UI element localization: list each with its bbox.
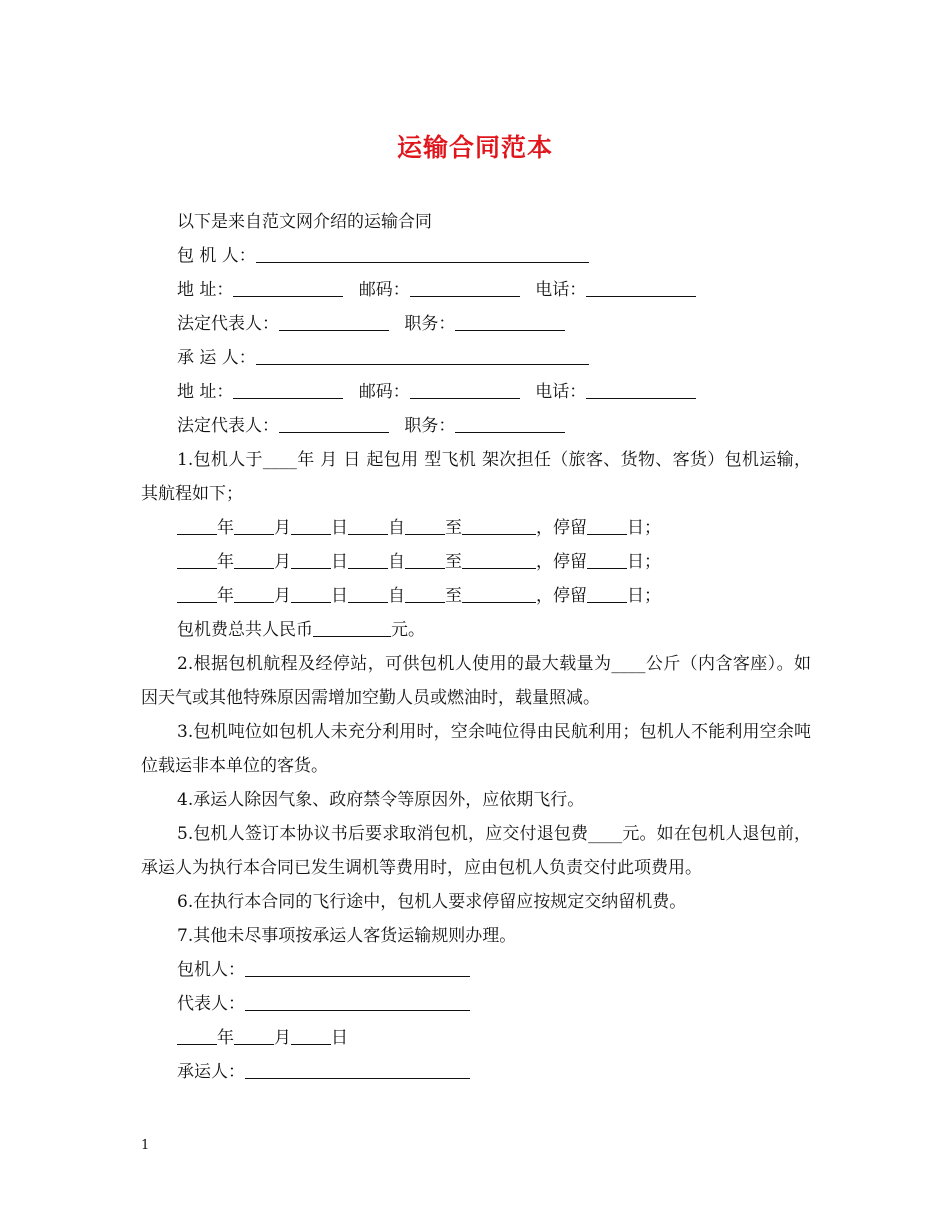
carrier-address-label: 地 址： [177,382,234,402]
signature-representative-blank [245,992,470,1011]
charterer-position-label: 职务： [404,314,456,334]
page-number: 1 [141,1138,150,1153]
carrier-legal-rep-label: 法定代表人： [177,416,279,436]
carrier-postcode-label: 邮码： [358,382,410,402]
charterer-address-blank [233,278,343,297]
signature-representative-label: 代表人： [177,994,245,1014]
clause-7: 7.其他未尽事项按承运人客货运输规则办理。 [177,926,517,946]
carrier-position-label: 职务： [404,416,456,436]
signature-carrier-line [141,1055,811,1089]
charterer-legal-rep-blank [279,312,389,331]
charterer-address-label: 地 址： [177,280,234,300]
charter-fee-prefix: 包机费总共人民币 [177,620,313,640]
route-line-1: 年 月 日 自 至 ，停留 日； [141,511,811,545]
clause-1: 1.包机人于____年 月 日 起包用 型飞机 架次担任（旅客、货物、客货）包机运输，其航程如下； [141,450,811,504]
carrier-blank [256,346,589,365]
document-body [141,205,811,1089]
carrier-address-blank [233,380,343,399]
signature-representative-line [141,987,811,1021]
charterer-blank [256,244,589,263]
signature-charterer-line [141,953,811,987]
charterer-address-line [141,273,811,307]
charterer-phone-label: 电话： [535,280,587,300]
charterer-position-blank [455,312,565,331]
charterer-postcode-label: 邮码： [358,280,410,300]
carrier-phone-blank [586,380,696,399]
charterer-representative-line [141,307,811,341]
clause-6: 6.在执行本合同的飞行途中，包机人要求停留应按规定交纳留机费。 [177,892,687,912]
carrier-phone-label: 电话： [535,382,587,402]
clause-4: 4.承运人除因气象、政府禁令等原因外，应依期飞行。 [177,790,585,810]
clause-3: 3.包机吨位如包机人未充分利用时，空余吨位得由民航利用；包机人不能利用空余吨位载运非本单位的客货。 [141,722,811,776]
intro-line: 以下是来自范文网介绍的运输合同 [177,212,432,232]
carrier-postcode-blank [410,380,520,399]
charterer-line [141,239,811,273]
clause-2: 2.根据包机航程及经停站，可供包机人使用的最大载量为____公斤（内含客座）。如因天气或其他特殊原因需增加空勤人员或燃油时，载量照减。 [141,654,811,708]
document-title: 运输合同范本 [396,133,553,162]
route-line-2: 年 月 日 自 至 ，停留 日； [141,545,811,579]
signature-carrier-label: 承运人： [177,1062,245,1082]
charter-fee-suffix: 元。 [391,620,425,640]
charter-fee-line [141,613,811,647]
signature-charterer-blank [245,958,470,977]
charterer-postcode-blank [410,278,520,297]
carrier-legal-rep-blank [279,414,389,433]
charterer-label: 包 机 人： [177,246,256,266]
carrier-label: 承 运 人： [177,348,256,368]
charter-fee-blank [313,618,391,637]
charterer-legal-rep-label: 法定代表人： [177,314,279,334]
carrier-position-blank [455,414,565,433]
clause-5: 5.包机人签订本协议书后要求取消包机，应交付退包费____元。如在包机人退包前，承运人为执行本合同已发生调机等费用时，应由包机人负责交付此项费用。 [141,824,811,878]
carrier-representative-line [141,409,811,443]
route-line-3: 年 月 日 自 至 ，停留 日； [141,579,811,613]
carrier-line [141,341,811,375]
signature-date-line: 年 月 日 [141,1021,811,1055]
charterer-phone-blank [586,278,696,297]
signature-charterer-label: 包机人： [177,960,245,980]
signature-carrier-blank [245,1060,470,1079]
carrier-address-line [141,375,811,409]
